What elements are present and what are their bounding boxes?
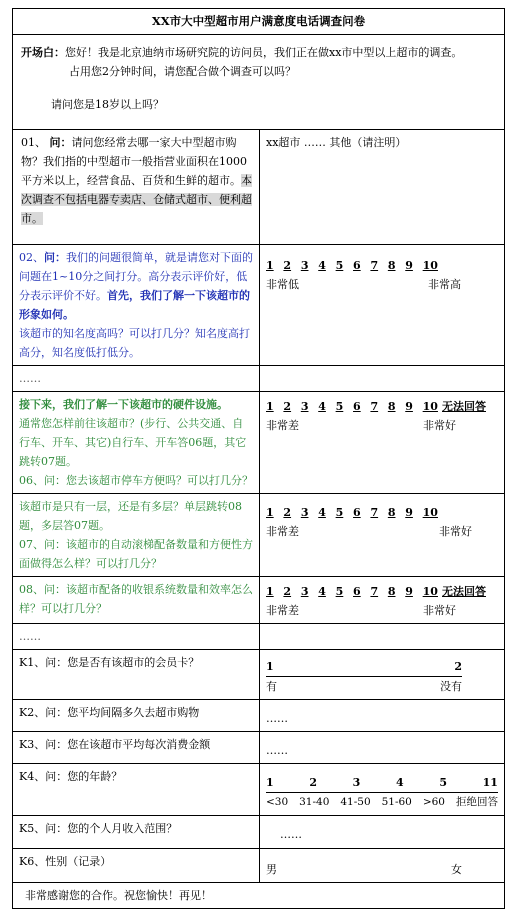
age-question: 请问您是18岁以上吗？	[51, 98, 164, 111]
k4-num: 1	[266, 776, 274, 789]
q01-row	[13, 130, 505, 245]
opening-label: 开场白：	[21, 46, 65, 59]
k3-row	[13, 732, 505, 764]
scale-point: 2	[283, 259, 292, 272]
q02-row	[13, 245, 505, 366]
scale-point: 7	[370, 506, 379, 519]
scale-point: 6	[353, 585, 361, 598]
q02-scale	[266, 256, 438, 275]
document-title: XX市大中型超市用户满意度电话调查问卷	[13, 9, 505, 35]
q02-text: 我们的问题很简单，就是请您对下面的问题在1~10分之间打分。高分表示评价好，低分表示评价不好。	[19, 251, 253, 302]
scale-point: 6	[353, 259, 361, 272]
scale-point: 5	[335, 259, 344, 272]
scale-point: 1	[266, 400, 274, 413]
scale-point: 8	[387, 506, 396, 519]
q06-text: 06、问：您去该超市停车方便吗？可以打几分？	[19, 474, 253, 487]
scale-point: 1	[266, 585, 274, 598]
q06-low-label: 非常差	[266, 419, 299, 432]
q08-scale	[266, 582, 438, 601]
scale-point: 8	[387, 259, 396, 272]
scale-point: 2	[283, 506, 292, 519]
q02-followup: 该超市的知名度高吗？可以打几分？知名度高打高分，知名度低打低分。	[19, 327, 250, 359]
k4-num: 2	[309, 776, 317, 789]
scale-point: 10	[422, 400, 438, 413]
k2-question: K2、问：您平均间隔多久去超市购物	[13, 700, 260, 732]
scale-point: 1	[266, 259, 274, 272]
dots-2: ……	[13, 624, 260, 650]
q08-text: 08、问：该超市配备的收银系统数量和效率怎么样？可以打几分？	[13, 577, 260, 624]
scale-point: 7	[370, 585, 379, 598]
hardware-row	[13, 392, 505, 494]
scale-point: 8	[387, 400, 396, 413]
k1-row	[13, 650, 505, 700]
k2-row	[13, 700, 505, 732]
scale-point: 9	[405, 506, 413, 519]
scale-point: 6	[353, 400, 361, 413]
k6-female-label: 女	[451, 863, 462, 876]
scale-point: 9	[405, 400, 413, 413]
q07-high-label: 非常好	[439, 525, 472, 538]
opening-line1: 您好！我是北京迪纳市场研究院的访问员，我们正在做xx市中型以上超市的调查。	[65, 46, 463, 59]
k6-row	[13, 849, 505, 883]
q02-high-label: 非常高	[428, 278, 461, 291]
scale-point: 10	[422, 506, 438, 519]
scale-point: 3	[300, 400, 309, 413]
k1-yes-label: 有	[266, 680, 277, 693]
q07-low-label: 非常差	[266, 525, 299, 538]
q01-number: 01、	[21, 136, 46, 149]
scale-point: 7	[370, 400, 379, 413]
scale-point: 6	[353, 506, 361, 519]
scale-point: 9	[405, 585, 413, 598]
scale-point: 4	[318, 259, 326, 272]
scale-point: 2	[283, 400, 292, 413]
q08-row	[13, 577, 505, 624]
q07-scale	[266, 503, 438, 522]
k6-male-label: 男	[266, 863, 277, 876]
k4-num: 11	[482, 776, 498, 789]
k4-numbers	[266, 773, 498, 793]
scale-point: 4	[318, 400, 326, 413]
q02-low-label: 非常低	[266, 278, 299, 291]
q08-low-label: 非常差	[266, 604, 299, 617]
scale-point: 8	[387, 585, 396, 598]
opening-row	[13, 35, 505, 130]
k6-question: K6、性别（记录）	[13, 849, 260, 883]
scale-point: 3	[300, 585, 309, 598]
opening-line2: 占用您2分钟时间，请您配合做个调查可以吗？	[69, 65, 296, 78]
scale-point: 1	[266, 506, 274, 519]
q02-number: 02、	[19, 251, 44, 264]
k2-answer: ……	[266, 712, 288, 725]
k4-labels	[266, 793, 498, 812]
k1-option-1: 1	[266, 660, 274, 673]
dots-1: ……	[13, 366, 260, 392]
k4-label: <30	[266, 796, 289, 808]
transport-question: 通常您怎样前往该超市？(步行、公共交通、自行车、开车、其它)自行车、开车答06题，其它跳转07题。	[19, 417, 247, 468]
k1-question: K1、问：您是否有该超市的会员卡？	[13, 650, 260, 700]
scale-point: 3	[300, 506, 309, 519]
scale-point: 7	[370, 259, 379, 272]
q01-answer: xx超市 …… 其他（请注明）	[266, 136, 407, 149]
k5-question: K5、问：您的个人月收入范围？	[13, 816, 260, 849]
k4-row	[13, 764, 505, 816]
scale-point: 5	[335, 506, 344, 519]
scale-point: 4	[318, 585, 326, 598]
q02-bold-text: 首先，我们了解一下该超市的形象如何。	[19, 289, 250, 321]
floors-row	[13, 494, 505, 577]
scale-point: 9	[405, 259, 413, 272]
dots-row-2	[13, 624, 505, 650]
q01-highlight: 本次调查不包括电器专卖店、仓储式超市、便利超市。	[21, 174, 252, 225]
title-row	[13, 9, 505, 35]
q07-text: 07、问：该超市的自动滚梯配备数量和方便性方面做得怎么样？可以打几分？	[19, 538, 253, 570]
hardware-intro: 接下来，我们了解一下该超市的硬件设施。	[19, 398, 228, 411]
dots-row-1	[13, 366, 505, 392]
k4-label: 拒绝回答	[455, 796, 498, 808]
q01-text: 请问您经常去哪一家大中型超市购物？我们指的中型超市一般指营业面积在1000平方米以上，经营食品、百货和生鲜的超市。	[21, 136, 247, 187]
q08-na-label: 无法回答	[442, 585, 486, 598]
k1-no-label: 没有	[440, 680, 462, 693]
k4-num: 4	[395, 776, 404, 789]
floors-question: 该超市是只有一层，还是有多层？单层跳转08题，多层答07题。	[19, 500, 242, 532]
scale-point: 5	[335, 585, 344, 598]
k1-option-2: 2	[454, 660, 462, 673]
k4-question: K4、问：您的年龄？	[13, 764, 260, 816]
k4-num: 3	[352, 776, 361, 789]
k5-answer: ……	[280, 828, 302, 841]
q06-high-label: 非常好	[423, 419, 456, 432]
scale-point: 10	[422, 585, 438, 598]
k3-answer: ……	[266, 744, 288, 757]
scale-point: 3	[300, 259, 309, 272]
scale-point: 2	[283, 585, 292, 598]
q02-ask-label: 问：	[44, 251, 66, 264]
closing-text: 非常感谢您的合作。祝您愉快！再见！	[13, 883, 505, 909]
scale-point: 5	[335, 400, 344, 413]
scale-point: 4	[318, 506, 326, 519]
k3-question: K3、问：您在该超市平均每次消费金额	[13, 732, 260, 764]
q01-ask-label: 问：	[49, 136, 72, 149]
k5-row	[13, 816, 505, 849]
k4-label: >60	[422, 796, 445, 808]
q08-high-label: 非常好	[423, 604, 456, 617]
scale-point: 10	[422, 259, 438, 272]
q06-scale	[266, 397, 438, 416]
k4-label: 41-50	[340, 796, 371, 808]
k4-label: 31-40	[299, 796, 330, 808]
k4-label: 51-60	[381, 796, 412, 808]
k4-num: 5	[439, 776, 447, 789]
questionnaire-table	[12, 8, 505, 909]
q06-na-label: 无法回答	[442, 400, 486, 413]
